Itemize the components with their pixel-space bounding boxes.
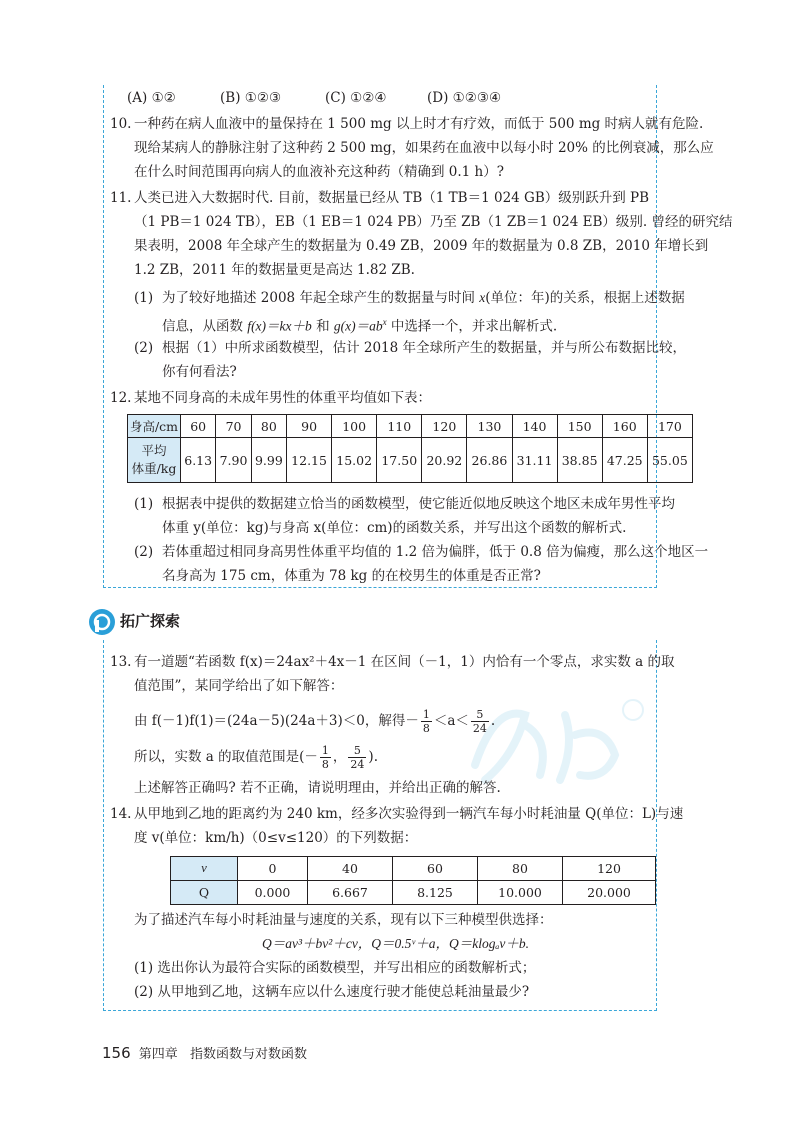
q11-line-4: 1.2 ZB，2011 年的数据量更是高达 1.82 ZB.: [134, 262, 415, 278]
q12-part1-line-1: 根据表中提供的数据建立恰当的函数模型，使它能近似地反映这个地区未成年男性平均: [162, 496, 675, 512]
q13-range: 所以，实数 a 的取值范围是(－ $\frac{1}{8}$ ， $\frac{5}{24}$ ).: [134, 744, 378, 771]
height-cell: 110: [377, 415, 422, 438]
q10-number: 10.: [110, 116, 132, 132]
weight-cell: 55.05: [647, 438, 692, 483]
section-title: 拓广探索: [120, 612, 181, 630]
weight-cell: 7.90: [216, 438, 251, 483]
height-row: [128, 415, 693, 438]
option-b: (B) ①②③: [220, 90, 282, 106]
page-footer: [102, 1043, 307, 1062]
weight-cell: 26.86: [467, 438, 512, 483]
q11-part1-label: (1): [134, 290, 154, 306]
weight-cell: 15.02: [332, 438, 377, 483]
q11-part2-label: (2): [134, 340, 154, 356]
q13-number: 13.: [110, 654, 132, 670]
fuel-row: [171, 881, 656, 905]
page-number: 156: [102, 1044, 131, 1062]
height-cell: 120: [422, 415, 467, 438]
weight-cell: 12.15: [287, 438, 332, 483]
chapter-label: 第四章: [138, 1047, 178, 1062]
weight-header: 平均 体重/kg: [128, 438, 181, 483]
speed-header: v: [171, 857, 238, 881]
height-cell: 140: [512, 415, 557, 438]
fuel-cell: 10.000: [478, 881, 563, 905]
speed-cell: 80: [478, 857, 563, 881]
q13-line-2: 值范围”，某同学给出了如下解答：: [134, 678, 344, 694]
height-cell: 70: [216, 415, 251, 438]
speed-fuel-table: [170, 856, 656, 905]
q14-part1: (1) 选出你认为最符合实际的函数模型，并写出相应的函数解析式；: [134, 960, 536, 976]
speed-row: [171, 857, 656, 881]
q10-line-3: 在什么时间范围再向病人的血液补充这种药（精确到 0.1 h）?: [134, 164, 504, 180]
q12-number: 12.: [110, 390, 132, 406]
q12-part1-label: (1): [134, 496, 154, 512]
height-weight-table: [127, 414, 693, 483]
height-cell: 100: [332, 415, 377, 438]
fuel-cell: 20.000: [563, 881, 656, 905]
q11-number: 11.: [110, 190, 132, 206]
q12-intro: 某地不同身高的未成年男性的体重平均值如下表：: [134, 390, 431, 406]
height-cell: 130: [467, 415, 512, 438]
weight-cell: 31.11: [512, 438, 557, 483]
height-header: 身高/cm: [128, 415, 181, 438]
q14-part2: (2) 从甲地到乙地，这辆车应以什么速度行驶才能使总耗油量最少?: [134, 984, 530, 1000]
q11-part1-line-1: 为了较好地描述 2008 年起全球产生的数据量与时间 x(单位：年)的关系，根据上述数据: [162, 290, 685, 306]
height-cell: 60: [181, 415, 216, 438]
weight-cell: 9.99: [251, 438, 286, 483]
speed-cell: 40: [308, 857, 393, 881]
speed-cell: 60: [393, 857, 478, 881]
speed-cell: 0: [238, 857, 308, 881]
q12-part2-line-1: 若体重超过相同身高男性体重平均值的 1.2 倍为偏胖，低于 0.8 倍为偏瘦，那么这个地区一: [162, 544, 709, 560]
q11-line-3: 果表明，2008 年全球产生的数据量为 0.49 ZB，2009 年的数据量为 0.8 ZB，2010 年增长到: [134, 238, 709, 254]
explore-section-icon: [88, 608, 116, 636]
fuel-header: Q: [171, 881, 238, 905]
chapter-title: 指数函数与对数函数: [189, 1047, 307, 1062]
q14-models: Q＝av³＋bv²＋cv，Q＝0.5ᵛ＋a，Q＝klogₐv＋b.: [262, 936, 530, 951]
q12-part2-label: (2): [134, 544, 154, 560]
weight-row: [128, 438, 693, 483]
height-cell: 80: [251, 415, 286, 438]
q14-line-1: 从甲地到乙地的距离约为 240 km，经多次实验得到一辆汽车每小时耗油量 Q(单位：L)与速: [134, 806, 684, 822]
fuel-cell: 6.667: [308, 881, 393, 905]
weight-cell: 47.25: [602, 438, 647, 483]
q12-part2-line-2: 名身高为 175 cm，体重为 78 kg 的在校男生的体重是否正常?: [162, 568, 541, 584]
q14-line-2: 度 v(单位：km/h)（0≤v≤120）的下列数据：: [134, 830, 418, 846]
height-cell: 170: [647, 415, 692, 438]
q11-part1-line-2: 信息，从函数 f(x)＝kx＋b 和 $g(x)=ab^x$ 中选择一个，并求出解析式.: [162, 317, 558, 335]
height-cell: 150: [557, 415, 602, 438]
fuel-cell: 0.000: [238, 881, 308, 905]
q11-part2-line-2: 你有何看法?: [162, 364, 237, 380]
q13-line-1: 有一道题“若函数 f(x)＝24ax²＋4x－1 在区间（－1，1）内恰有一个零点，求实数 a 的取: [134, 654, 675, 670]
weight-cell: 17.50: [377, 438, 422, 483]
q11-part2-line-1: 根据（1）中所求函数模型，估计 2018 年全球所产生的数据量，并与所公布数据比较，: [162, 340, 687, 356]
q13-solution: 由 f(－1)f(1)＝(24a－5)(24a＋3)＜0，解得－ $\frac{1}{8}$ ＜a＜ $\frac{5}{24}$ .: [134, 708, 496, 735]
weight-cell: 38.85: [557, 438, 602, 483]
height-cell: 160: [602, 415, 647, 438]
option-c: (C) ①②④: [325, 90, 387, 106]
q14-number: 14.: [110, 806, 132, 822]
q11-line-2: （1 PB＝1 024 TB），EB（1 EB＝1 024 PB）乃至 ZB（1 ZB＝1 024 EB）级别. 曾经的研究结: [134, 214, 733, 230]
q11-line-1: 人类已进入大数据时代. 目前，数据量已经从 TB（1 TB＝1 024 GB）级别跃升到 PB: [134, 190, 650, 206]
q12-part1-line-2: 体重 y(单位：kg)与身高 x(单位：cm)的函数关系，并写出这个函数的解析式.: [162, 520, 627, 536]
option-a: (A) ①②: [127, 90, 176, 106]
q13-question: 上述解答正确吗? 若不正确，请说明理由，并给出正确的解答.: [134, 780, 501, 796]
speed-cell: 120: [563, 857, 656, 881]
option-d: (D) ①②③④: [427, 90, 502, 106]
height-cell: 90: [287, 415, 332, 438]
q14-model-intro: 为了描述汽车每小时耗油量与速度的关系，现有以下三种模型供选择：: [134, 912, 553, 928]
fuel-cell: 8.125: [393, 881, 478, 905]
weight-cell: 20.92: [422, 438, 467, 483]
weight-cell: 6.13: [181, 438, 216, 483]
q10-line-2: 现给某病人的静脉注射了这种药 2 500 mg，如果药在血液中以每小时 20% 的比例衰减，那么应: [134, 140, 714, 156]
q10-line-1: 一种药在病人血液中的量保持在 1 500 mg 以上时才有疗效，而低于 500 mg 时病人就有危险.: [134, 116, 704, 132]
